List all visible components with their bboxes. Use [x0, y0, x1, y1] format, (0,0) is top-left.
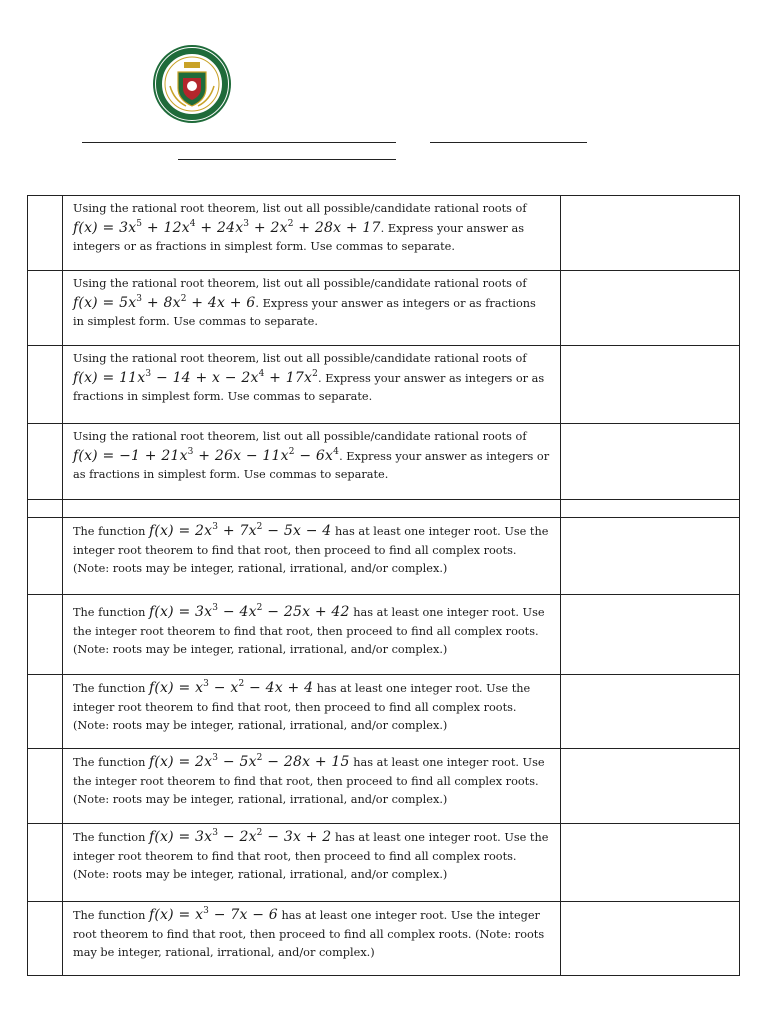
question-row	[28, 595, 740, 675]
answer-cell[interactable]	[561, 902, 740, 976]
question-text: The function	[73, 525, 146, 538]
equation: $f(x) = 5x^3 + 8x^2 + 4x + 6$	[73, 293, 256, 311]
number-cell	[28, 749, 63, 824]
question-row	[28, 196, 740, 271]
question-cell	[63, 346, 561, 424]
equation: $f(x) = -1 + 21x^3 + 26x - 11x^2 - 6x^4$	[73, 446, 340, 464]
equation: $f(x) = 11x^3 - 14 + x - 2x^4 + 17x^2$	[73, 368, 319, 386]
question-cell	[63, 675, 561, 749]
answer-cell[interactable]	[561, 595, 740, 675]
question-cell	[63, 424, 561, 500]
question-instructions: has at least one integer root. Use the integer root theorem to find that root, then proceed to find all complex roots. (Note: roots may be integer, rational, irrational, and/or complex.)	[73, 682, 531, 732]
answer-cell[interactable]	[561, 749, 740, 824]
question-cell	[63, 749, 561, 824]
question-text: The function	[73, 909, 146, 922]
school-seal-icon	[152, 44, 232, 124]
number-cell	[28, 424, 63, 500]
question-row	[28, 824, 740, 902]
question-cell	[63, 595, 561, 675]
question-row	[28, 271, 740, 346]
question-text: Using the rational root theorem, list out all possible/candidate rational roots of	[73, 277, 527, 290]
question-cell	[63, 824, 561, 902]
question-instructions: has at least one integer root. Use the integer root theorem to find that root, then proceed to find all complex roots. (Note: roots may be integer, rational, irrational, and/or complex.)	[73, 606, 545, 656]
answer-cell[interactable]	[561, 346, 740, 424]
number-cell	[28, 824, 63, 902]
question-instructions: . Express your answer as integers or as fractions in simplest form. Use commas to separate.	[73, 296, 536, 328]
question-text: Using the rational root theorem, list out all possible/candidate rational roots of	[73, 430, 527, 443]
question-instructions: . Express your answer as integers or as fractions in simplest form. Use commas to separate.	[73, 371, 545, 403]
worksheet-table	[27, 195, 740, 976]
number-cell	[28, 518, 63, 595]
number-cell	[28, 196, 63, 271]
number-cell	[28, 595, 63, 675]
question-text: The function	[73, 606, 146, 619]
question-instructions: . Express your answer as integers or as fractions in simplest form. Use commas to separate.	[73, 449, 550, 481]
question-cell	[63, 518, 561, 595]
date-blank-line[interactable]	[430, 142, 587, 143]
number-cell	[28, 271, 63, 346]
question-row	[28, 675, 740, 749]
answer-cell[interactable]	[561, 518, 740, 595]
name-blank-line[interactable]	[82, 142, 396, 143]
equation: $f(x) = 3x^3 - 2x^2 - 3x + 2$	[148, 828, 332, 845]
question-cell	[63, 902, 561, 976]
answer-cell[interactable]	[561, 424, 740, 500]
question-instructions: has at least one integer root. Use the integer root theorem to find that root, then proceed to find all complex roots. (Note: roots may be integer, rational, irrational, and/or complex.)	[73, 756, 545, 806]
number-cell	[28, 675, 63, 749]
question-text: Using the rational root theorem, list out all possible/candidate rational roots of	[73, 202, 527, 215]
equation: $f(x) = 2x^3 + 7x^2 - 5x - 4$	[148, 522, 332, 539]
question-text: Using the rational root theorem, list out all possible/candidate rational roots of	[73, 352, 527, 365]
equation: $f(x) = x^3 - x^2 - 4x + 4$	[148, 679, 314, 696]
question-row	[28, 346, 740, 424]
section-blank-line[interactable]	[178, 159, 396, 160]
spacer-row	[28, 500, 740, 518]
number-cell	[28, 346, 63, 424]
answer-cell[interactable]	[561, 675, 740, 749]
question-instructions: . Express your answer as integers or as fractions in simplest form. Use commas to separate.	[73, 221, 525, 253]
question-cell	[63, 271, 561, 346]
spacer-cell	[63, 500, 561, 518]
equation: $f(x) = 2x^3 - 5x^2 - 28x + 15$	[148, 753, 350, 770]
question-text: The function	[73, 756, 146, 769]
question-instructions: has at least one integer root. Use the integer root theorem to find that root, then proceed to find all complex roots. (Note: roots may be integer, rational, irrational, and/or complex.)	[73, 909, 545, 959]
question-row	[28, 424, 740, 500]
question-cell	[63, 196, 561, 271]
number-cell	[28, 500, 63, 518]
equation: $f(x) = 3x^3 - 4x^2 - 25x + 42$	[148, 603, 350, 620]
question-row	[28, 902, 740, 976]
question-row	[28, 749, 740, 824]
answer-cell[interactable]	[561, 196, 740, 271]
answer-cell[interactable]	[561, 271, 740, 346]
number-cell	[28, 902, 63, 976]
question-text: The function	[73, 831, 146, 844]
spacer-cell	[561, 500, 740, 518]
question-instructions: has at least one integer root. Use the integer root theorem to find that root, then proceed to find all complex roots. (Note: roots may be integer, rational, irrational, and/or complex.)	[73, 831, 549, 881]
question-text: The function	[73, 682, 146, 695]
equation: $f(x) = x^3 - 7x - 6$	[148, 906, 278, 923]
equation: $f(x) = 3x^5 + 12x^4 + 24x^3 + 2x^2 + 28x + 17$	[73, 218, 381, 236]
answer-cell[interactable]	[561, 824, 740, 902]
question-row	[28, 518, 740, 595]
question-instructions: has at least one integer root. Use the integer root theorem to find that root, then proceed to find all complex roots. (Note: roots may be integer, rational, irrational, and/or complex.)	[73, 525, 549, 575]
